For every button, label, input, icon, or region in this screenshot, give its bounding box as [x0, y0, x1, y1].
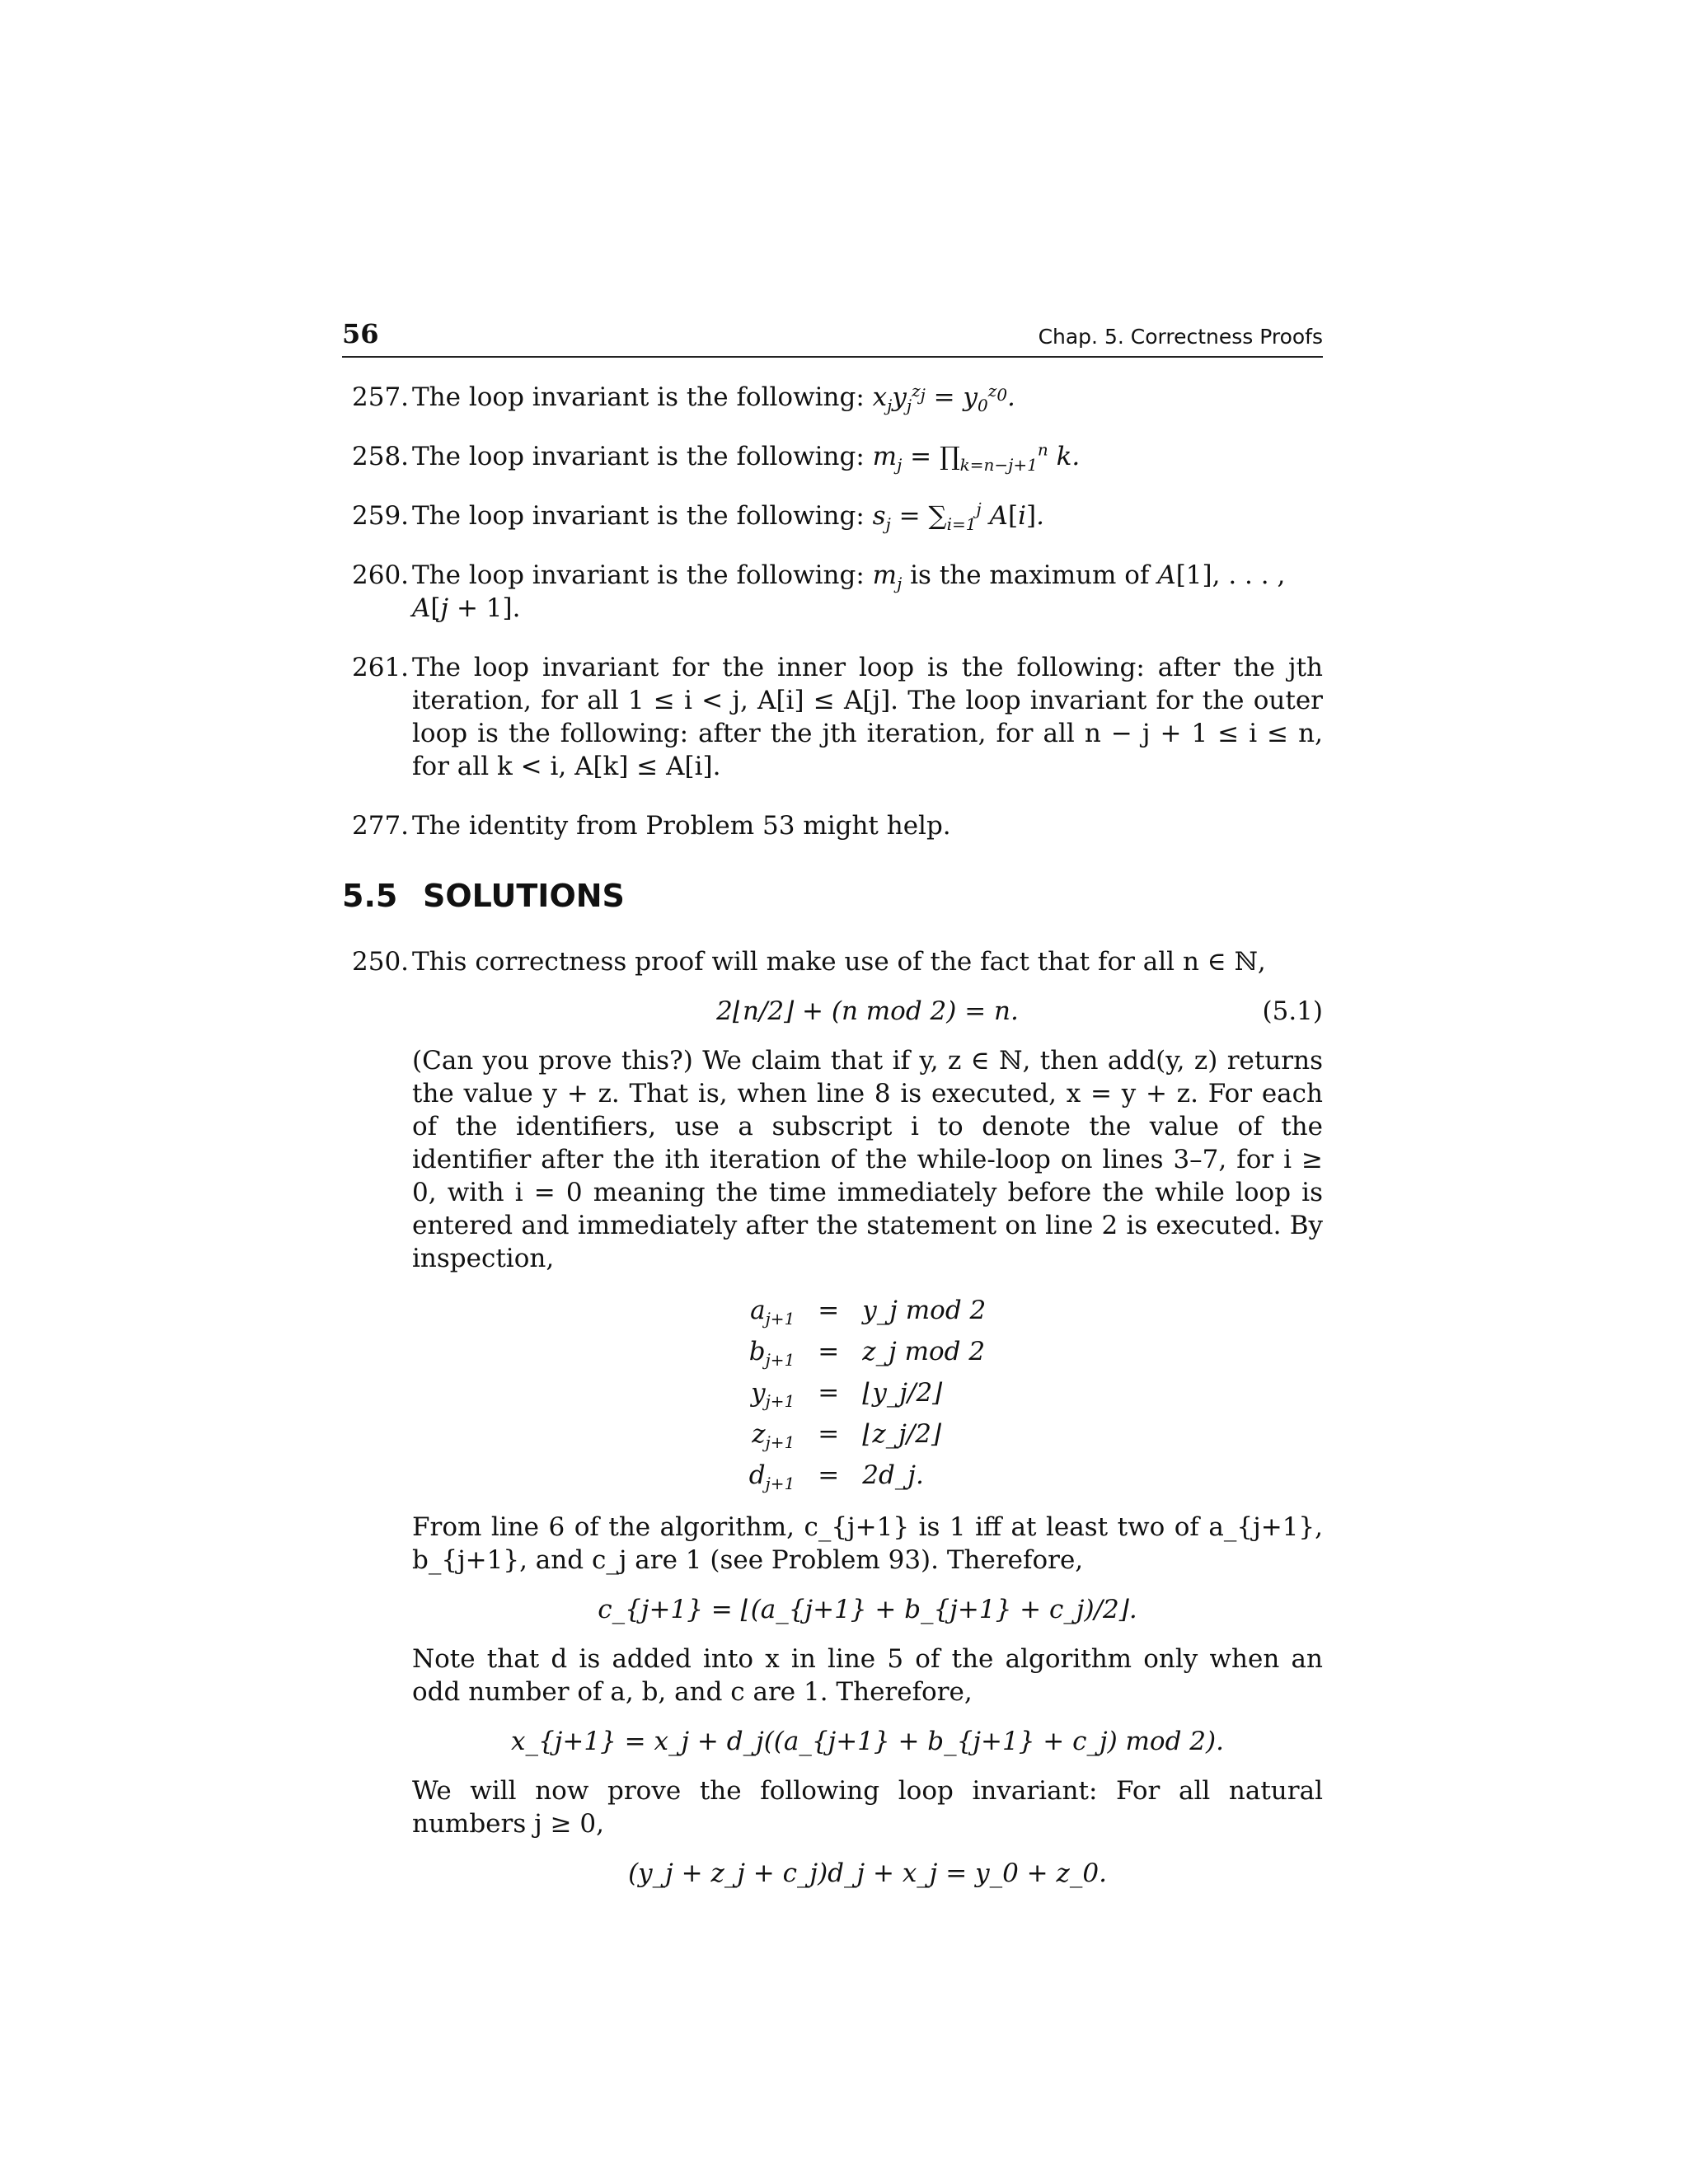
hint-text-tail: is the maximum of	[910, 560, 1150, 590]
recurrence-row: $z_{j+1}$ = ⌊z_j/2⌋	[752, 1419, 942, 1453]
hint-text: The loop invariant is the following:	[412, 442, 865, 471]
solution-paragraph-2: From line 6 of the algorithm, c_{j+1} is 1 iff at least two of a_{j+1}, b_{j+1}, and c_j are 1 (see Problem 93). Therefore,	[412, 1512, 1323, 1575]
formula: $m_j$ = $\prod_{k=n-j+1}^n$ k.	[872, 439, 1081, 476]
running-title: Chap. 5. Correctness Proofs	[1038, 325, 1323, 349]
hint-257	[342, 381, 1323, 414]
hint-text: The loop invariant is the following:	[412, 560, 865, 590]
equation-carry	[412, 1593, 1323, 1626]
hint-text: The loop invariant is the following:	[412, 382, 865, 412]
item-number: 260.	[352, 560, 410, 590]
item-number: 259.	[352, 501, 410, 531]
equation-invariant	[412, 1857, 1323, 1890]
recurrence-row: $a_{j+1}$ = y_j mod 2	[750, 1296, 987, 1329]
solution-intro: This correctness proof will make use of the fact that for all n ∈ ℕ,	[412, 947, 1266, 977]
formula: $m_j$	[872, 560, 903, 594]
equation-number: (5.1)	[1262, 996, 1323, 1026]
equation-text: (y_j + z_j + c_j)d_j + x_j = y_0 + z_0.	[628, 1858, 1107, 1888]
formula: A[1], . . . , A[j + 1].	[412, 560, 1286, 623]
hint-text: The identity from Problem 53 might help.	[412, 811, 951, 841]
equation-5-1	[412, 995, 1323, 1028]
recurrence-row: $d_{j+1}$ = 2d_j.	[748, 1460, 924, 1494]
page	[342, 313, 1323, 1906]
item-number: 250.	[352, 947, 410, 977]
page-number: 56	[342, 318, 379, 349]
page-header	[342, 313, 1323, 358]
hint-260	[342, 559, 1323, 625]
hint-259	[342, 499, 1323, 535]
solution-paragraph-4: We will now prove the following loop invariant: For all natural numbers j ≥ 0,	[412, 1776, 1323, 1839]
solution-paragraph-1: (Can you prove this?) We claim that if y, z ∈ ℕ, then add(y, z) returns the value y + z. That is, when line 8 is executed, x = y + z. For each of the identifiers, use a subscript i to denote the value of the identifier after the ith iteration of the while-loop on lines 3–7, for i ≥ 0, with i = 0 meaning the time immediately before the while loop is entered and immediately after the statement on line 2 is executed. By inspection,	[412, 1046, 1323, 1273]
equation-x	[412, 1725, 1323, 1758]
recurrence-row: $y_{j+1}$ = ⌊y_j/2⌋	[751, 1378, 943, 1412]
section-number: 5.5	[342, 878, 398, 914]
recurrence-equations	[749, 1290, 987, 1496]
equation-text: c_{j+1} = ⌊(a_{j+1} + b_{j+1} + c_j)/2⌋.	[598, 1595, 1137, 1624]
section-title: SOLUTIONS	[423, 878, 625, 914]
hint-258	[342, 439, 1323, 476]
solution-250	[342, 945, 1323, 1890]
item-number: 261.	[352, 653, 410, 682]
formula: $x_jy_j^{z_j} = y_0^{z_0}$.	[872, 380, 1015, 416]
item-number: 258.	[352, 442, 410, 471]
section-heading	[342, 879, 1323, 912]
formula: $s_j = \sum_{i=1}^j$ A[i].	[872, 499, 1044, 535]
equation-text: x_{j+1} = x_j + d_j((a_{j+1} + b_{j+1} + c_j) mod 2).	[511, 1727, 1224, 1756]
recurrence-row: $b_{j+1}$ = z_j mod 2	[748, 1337, 986, 1371]
hint-text: The loop invariant for the inner loop is the following: after the jth iteration, for all 1 ≤ i < j, A[i] ≤ A[j]. The loop invariant for the outer loop is the following: after the jth iteration, for all n − j + 1 ≤ i ≤ n, for all k < i, A[k] ≤ A[i].	[412, 653, 1323, 781]
equation-text: 2⌊n/2⌋ + (n mod 2) = n.	[716, 996, 1019, 1026]
hint-text: The loop invariant is the following:	[412, 501, 865, 531]
item-number: 257.	[352, 382, 410, 412]
hint-261	[342, 651, 1323, 783]
item-number: 277.	[352, 811, 410, 841]
hint-277	[342, 809, 1323, 842]
solution-paragraph-3: Note that d is added into x in line 5 of the algorithm only when an odd number of a, b, and c are 1. Therefore,	[412, 1644, 1323, 1707]
